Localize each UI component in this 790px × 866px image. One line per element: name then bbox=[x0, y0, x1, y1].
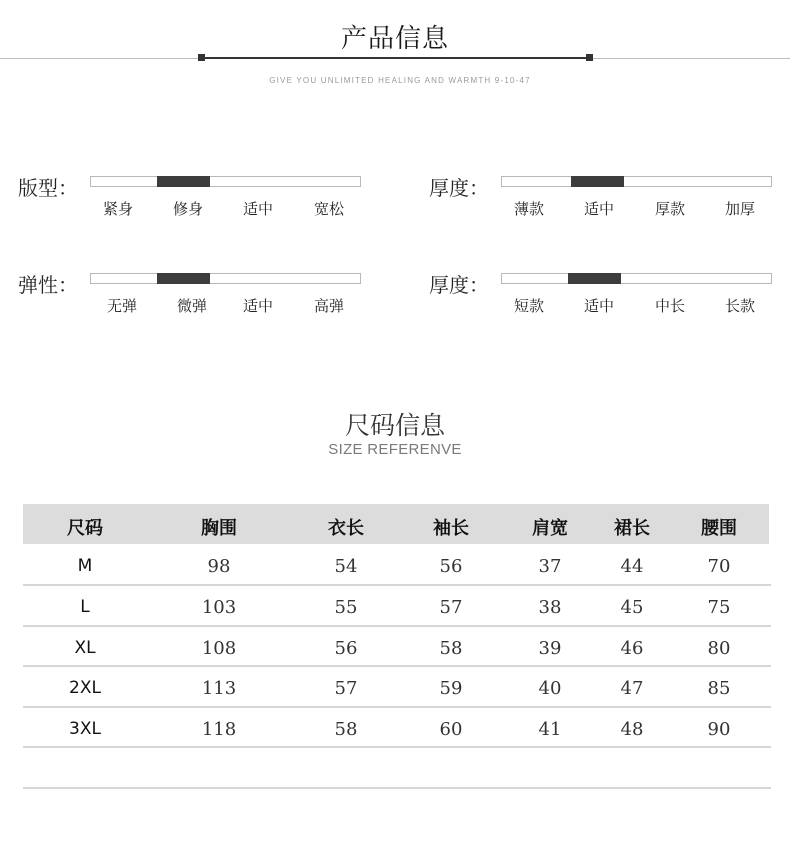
scale-option: 修身 bbox=[172, 200, 203, 218]
scale-track bbox=[501, 176, 772, 187]
header-accent-bar bbox=[201, 57, 590, 59]
table-cell: 103 bbox=[201, 597, 237, 618]
scale-option: 适中 bbox=[242, 297, 273, 315]
column-header: 尺码 bbox=[67, 518, 103, 539]
table-cell: 118 bbox=[201, 719, 237, 740]
table-cell: 113 bbox=[201, 678, 237, 699]
scale-option: 无弹 bbox=[106, 297, 137, 315]
table-cell: 47 bbox=[620, 678, 644, 699]
row-divider bbox=[23, 706, 771, 708]
scale-track bbox=[501, 273, 772, 284]
header-right-dot bbox=[586, 54, 593, 61]
row-divider bbox=[23, 665, 771, 667]
attr-label: 弹性： bbox=[18, 273, 78, 297]
table-cell: 38 bbox=[538, 597, 562, 618]
size-section-title: 尺码信息 bbox=[344, 411, 445, 440]
table-cell: 58 bbox=[334, 719, 358, 740]
scale-option: 薄款 bbox=[513, 200, 544, 218]
table-cell: 46 bbox=[620, 638, 644, 659]
column-header: 腰围 bbox=[701, 518, 737, 539]
size-table-header bbox=[23, 504, 769, 544]
table-cell: 80 bbox=[707, 638, 731, 659]
table-cell: 41 bbox=[538, 719, 562, 740]
table-cell: 58 bbox=[439, 638, 463, 659]
table-cell: L bbox=[80, 597, 90, 617]
attr-label: 厚度： bbox=[429, 273, 489, 297]
page-title: 产品信息 bbox=[340, 24, 449, 54]
table-cell: 54 bbox=[334, 556, 358, 577]
scale-selected-marker bbox=[157, 273, 210, 284]
table-cell: 45 bbox=[620, 597, 644, 618]
table-cell: 40 bbox=[538, 678, 562, 699]
scale-track bbox=[90, 176, 361, 187]
scale-option: 短款 bbox=[513, 297, 544, 315]
scale-option: 中长 bbox=[654, 297, 685, 315]
scale-option: 加厚 bbox=[724, 200, 755, 218]
row-divider bbox=[23, 584, 771, 586]
scale-option: 微弹 bbox=[176, 297, 207, 315]
scale-option: 适中 bbox=[583, 200, 614, 218]
row-divider bbox=[23, 625, 771, 627]
table-cell: 55 bbox=[334, 597, 358, 618]
attr-label: 厚度： bbox=[429, 176, 489, 200]
scale-option: 长款 bbox=[724, 297, 755, 315]
table-cell: 85 bbox=[707, 678, 731, 699]
table-cell: 59 bbox=[439, 678, 463, 699]
table-cell: 70 bbox=[707, 556, 731, 577]
scale-selected-marker bbox=[568, 273, 621, 284]
column-header: 胸围 bbox=[201, 518, 237, 539]
scale-option: 高弹 bbox=[313, 297, 344, 315]
table-cell: 75 bbox=[707, 597, 731, 618]
table-cell: 108 bbox=[201, 638, 237, 659]
scale-option: 厚款 bbox=[654, 200, 685, 218]
scale-selected-marker bbox=[157, 176, 210, 187]
column-header: 裙长 bbox=[614, 518, 650, 539]
table-cell: 3XL bbox=[69, 719, 101, 739]
table-cell: 56 bbox=[439, 556, 463, 577]
row-divider bbox=[23, 746, 771, 748]
scale-option: 适中 bbox=[583, 297, 614, 315]
table-cell: 60 bbox=[439, 719, 463, 740]
table-cell: 57 bbox=[439, 597, 463, 618]
table-cell: 57 bbox=[334, 678, 358, 699]
attr-label: 版型： bbox=[18, 176, 78, 200]
table-cell: 56 bbox=[334, 638, 358, 659]
size-section-subtitle: SIZE REFERENVE bbox=[328, 441, 462, 458]
scale-selected-marker bbox=[571, 176, 624, 187]
table-cell: 90 bbox=[707, 719, 731, 740]
table-cell: 98 bbox=[207, 556, 231, 577]
column-header: 衣长 bbox=[328, 518, 364, 539]
table-cell: 39 bbox=[538, 638, 562, 659]
scale-option: 适中 bbox=[242, 200, 273, 218]
table-cell: XL bbox=[74, 638, 96, 658]
column-header: 肩宽 bbox=[532, 518, 568, 539]
row-divider bbox=[23, 787, 771, 789]
scale-option: 紧身 bbox=[102, 200, 133, 218]
page-subtitle: GIVE YOU UNLIMITED HEALING AND WARMTH 9-10-47 bbox=[269, 76, 531, 85]
table-cell: 37 bbox=[538, 556, 562, 577]
column-header: 袖长 bbox=[433, 518, 469, 539]
table-cell: 2XL bbox=[69, 678, 101, 698]
table-cell: 44 bbox=[620, 556, 644, 577]
table-cell: M bbox=[77, 556, 93, 576]
scale-track bbox=[90, 273, 361, 284]
header-left-dot bbox=[198, 54, 205, 61]
scale-option: 宽松 bbox=[313, 200, 344, 218]
table-cell: 48 bbox=[620, 719, 644, 740]
